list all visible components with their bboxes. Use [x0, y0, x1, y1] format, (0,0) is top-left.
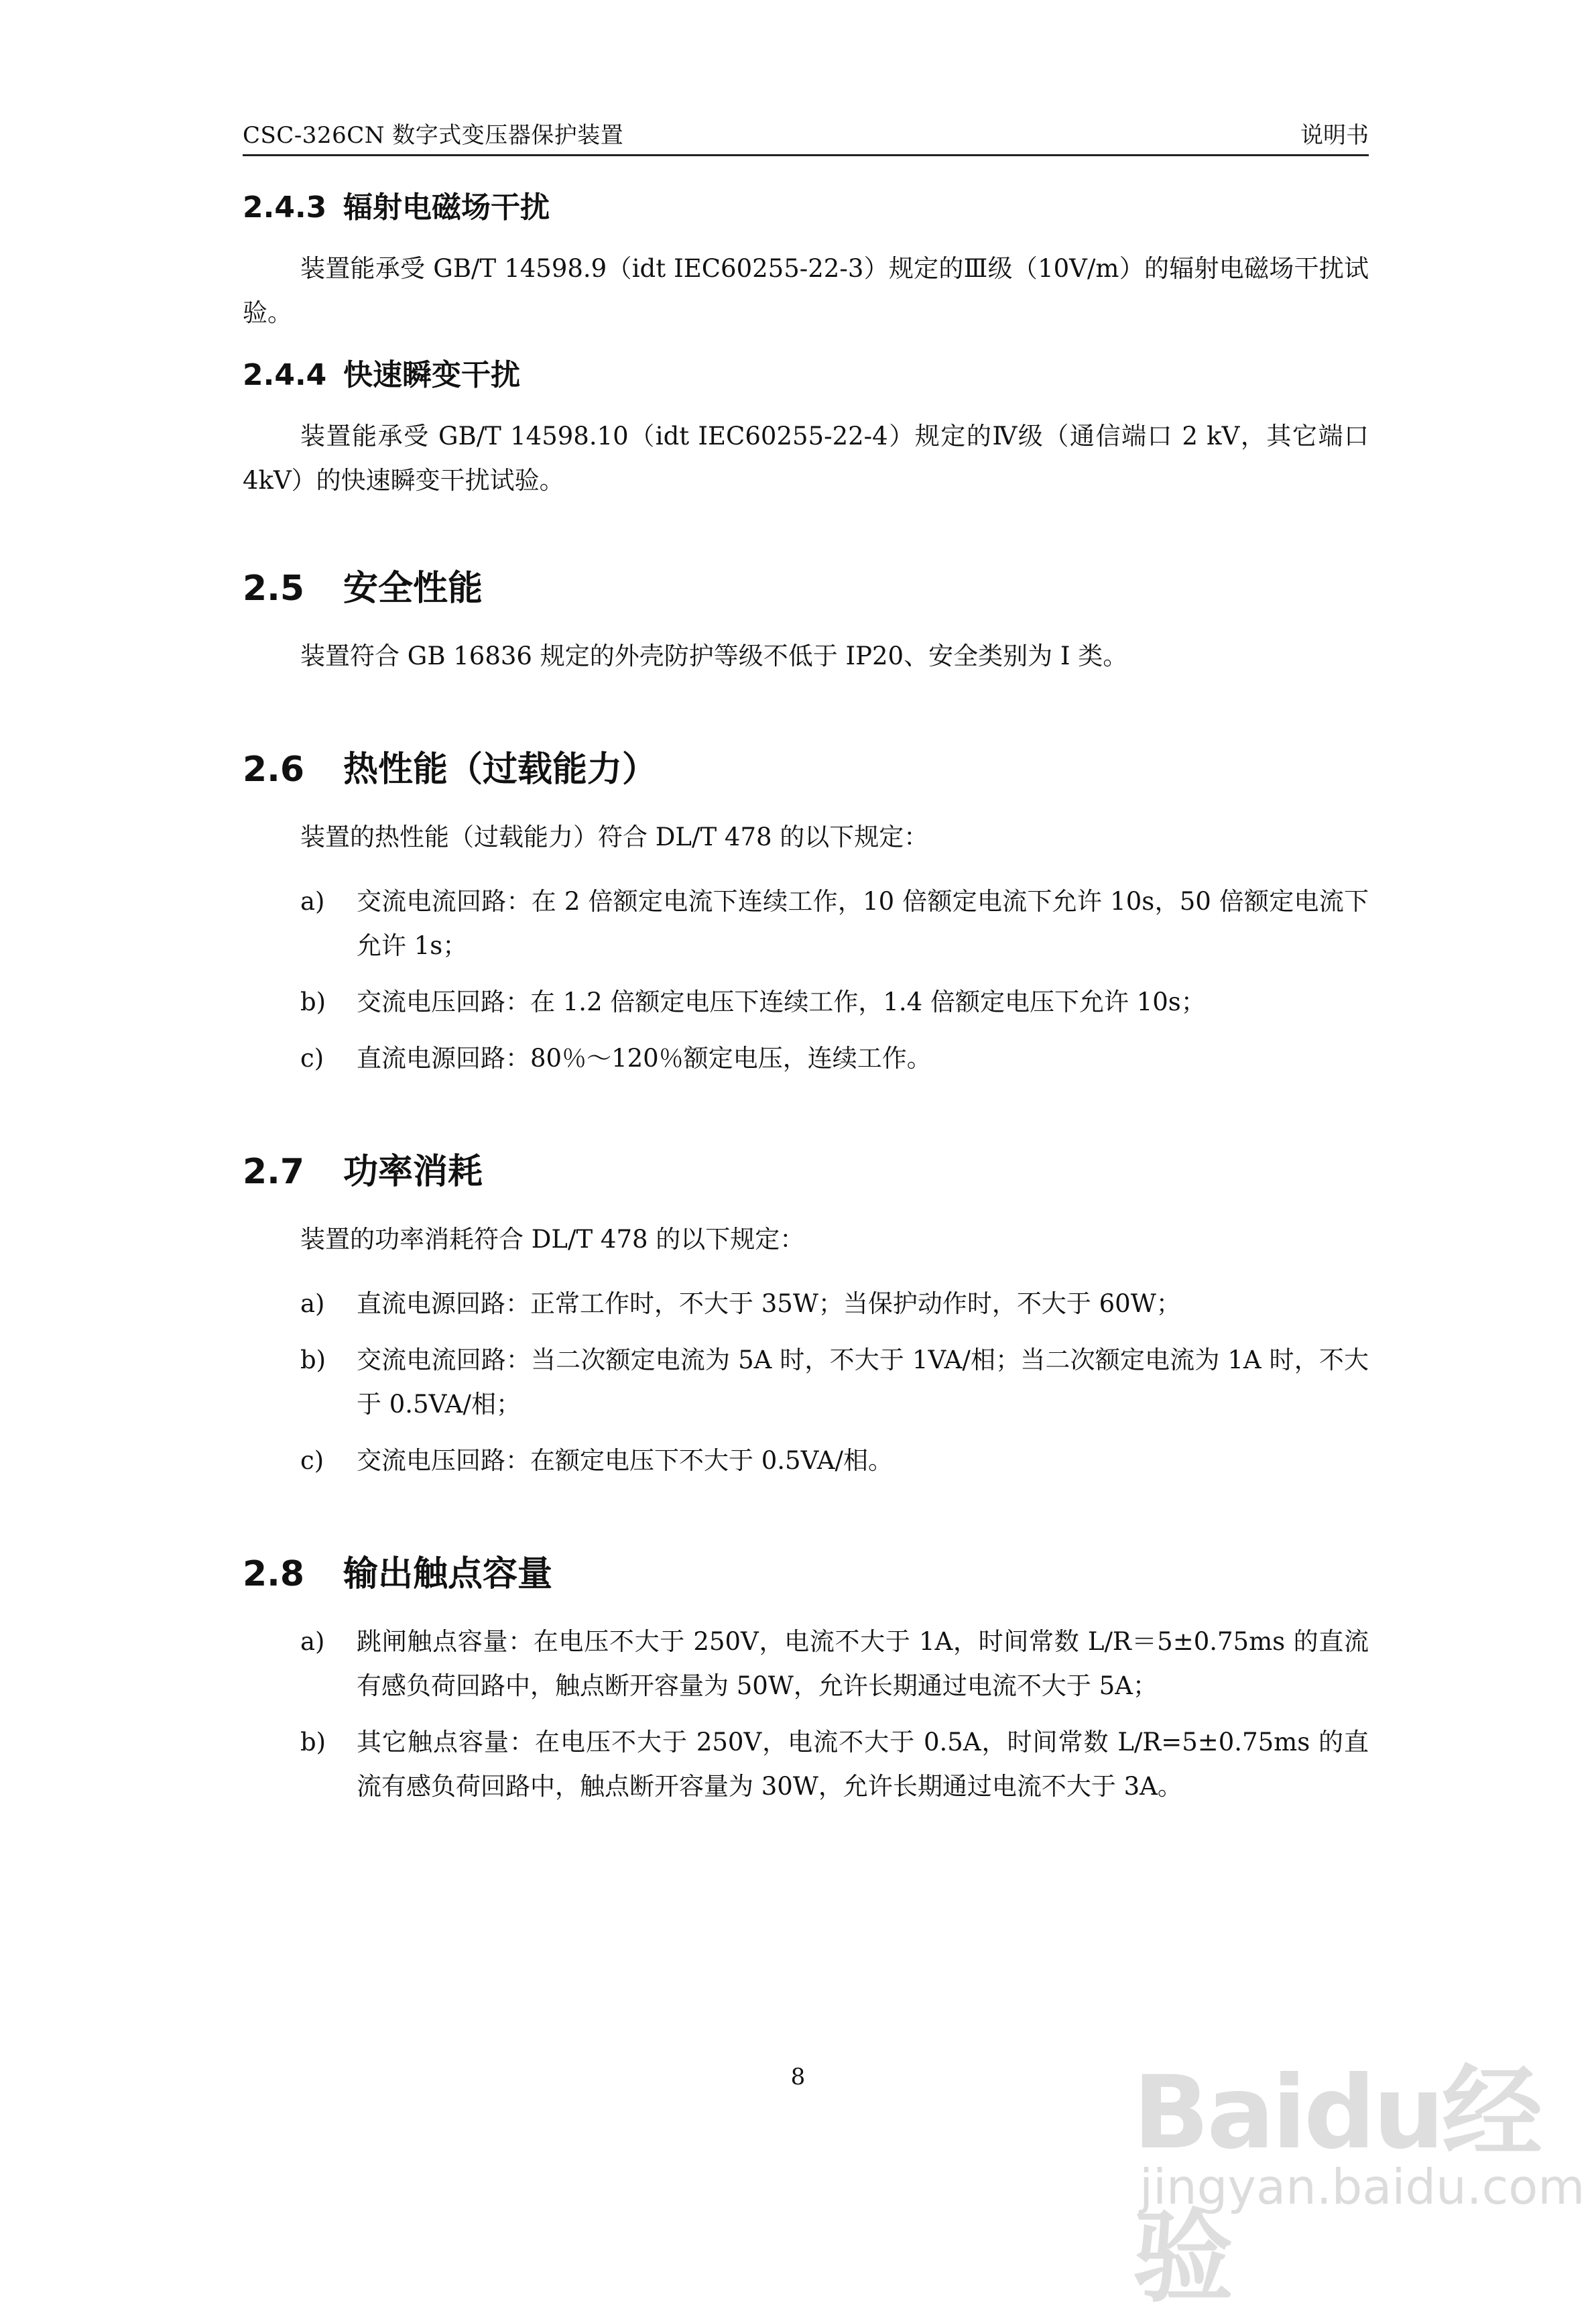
paragraph-2-4-4: 装置能承受 GB/T 14598.10（idt IEC60255-22-4）规定的Ⅳ级（通信端口 2 kV，其它端口 4kV）的快速瞬变干扰试验。 — [243, 422, 1369, 495]
list-item — [243, 1720, 1369, 1809]
list-marker: c) — [300, 1044, 324, 1073]
list-2-8 — [243, 1620, 1369, 1809]
list-marker: a) — [300, 1289, 325, 1318]
list-item-text: 交流电流回路：在 2 倍额定电流下连续工作，10 倍额定电流下允许 10s，50 倍额定电流下允许 1s； — [357, 887, 1369, 960]
list-item-text: 交流电压回路：在额定电压下不大于 0.5VA/相。 — [357, 1446, 893, 1475]
list-item-text: 直流电源回路：80％～120％额定电压，连续工作。 — [357, 1044, 932, 1073]
list-item-text: 跳闸触点容量：在电压不大于 250V，电流不大于 1A，时间常数 L/R＝5±0.75ms 的直流有感负荷回路中，触点断开容量为 50W，允许长期通过电流不大于 5A； — [357, 1627, 1369, 1700]
heading-number: 2.5 — [243, 569, 305, 609]
heading-2-4-3 — [243, 188, 1369, 228]
list-marker: b) — [300, 1346, 326, 1374]
list-2-6 — [243, 880, 1369, 1081]
heading-title: 输出触点容量 — [343, 1554, 553, 1594]
heading-2-5 — [243, 564, 1369, 613]
list-item — [243, 1282, 1369, 1326]
list-item-text: 交流电流回路：当二次额定电流为 5A 时，不大于 1VA/相；当二次额定电流为 1A 时，不大于 0.5VA/相； — [357, 1346, 1369, 1419]
list-marker: a) — [300, 1627, 325, 1656]
list-item-text: 交流电压回路：在 1.2 倍额定电压下连续工作，1.4 倍额定电压下允许 10s； — [357, 988, 1206, 1016]
document-type: 说明书 — [1300, 122, 1369, 149]
heading-number: 2.4.3 — [243, 190, 327, 225]
watermark-logo: Baidu经验 — [1133, 2055, 1540, 2316]
heading-title: 快速瞬变干扰 — [343, 358, 520, 392]
list-marker: b) — [300, 1728, 326, 1757]
page-header — [243, 107, 1369, 156]
list-item — [243, 980, 1369, 1024]
list-marker: c) — [300, 1446, 324, 1475]
paragraph-2-5: 装置符合 GB 16836 规定的外壳防护等级不低于 IP20、安全类别为 I 类。 — [300, 642, 1128, 670]
list-2-7 — [243, 1282, 1369, 1483]
heading-number: 2.7 — [243, 1152, 305, 1192]
heading-2-8 — [243, 1550, 1369, 1598]
paragraph-2-4-3: 装置能承受 GB/T 14598.9（idt IEC60255-22-3）规定的Ⅲ级（10V/m）的辐射电磁场干扰试验。 — [243, 254, 1369, 327]
list-item — [243, 1439, 1369, 1483]
list-item-text: 其它触点容量：在电压不大于 250V，电流不大于 0.5A，时间常数 L/R=5±0.75ms 的直流有感负荷回路中，触点断开容量为 30W，允许长期通过电流不大于 3A。 — [357, 1728, 1369, 1801]
heading-title: 辐射电磁场干扰 — [343, 190, 550, 225]
heading-title: 热性能（过载能力） — [343, 750, 658, 790]
list-marker: b) — [300, 988, 326, 1016]
baidu-watermark — [1133, 2031, 1585, 2316]
list-marker: a) — [300, 887, 325, 916]
list-item — [243, 1620, 1369, 1708]
page-number: 8 — [790, 2064, 806, 2090]
heading-title: 功率消耗 — [343, 1152, 483, 1192]
heading-2-7 — [243, 1148, 1369, 1196]
heading-number: 2.8 — [243, 1554, 305, 1594]
heading-2-6 — [243, 746, 1369, 794]
heading-number: 2.6 — [243, 750, 305, 790]
heading-number: 2.4.4 — [243, 358, 327, 392]
page-content — [243, 188, 1369, 1821]
list-item — [243, 1338, 1369, 1427]
heading-title: 安全性能 — [343, 569, 483, 609]
paragraph-2-7: 装置的功率消耗符合 DL/T 478 的以下规定： — [300, 1225, 805, 1254]
list-item-text: 直流电源回路：正常工作时，不大于 35W；当保护动作时，不大于 60W； — [357, 1289, 1181, 1318]
list-item — [243, 1036, 1369, 1081]
paragraph-2-6: 装置的热性能（过载能力）符合 DL/T 478 的以下规定： — [300, 823, 929, 851]
watermark-url: jingyan.baidu.com — [1140, 2159, 1585, 2215]
document-title: CSC-326CN 数字式变压器保护装置 — [243, 122, 624, 149]
list-item — [243, 880, 1369, 968]
heading-2-4-4 — [243, 355, 1369, 396]
